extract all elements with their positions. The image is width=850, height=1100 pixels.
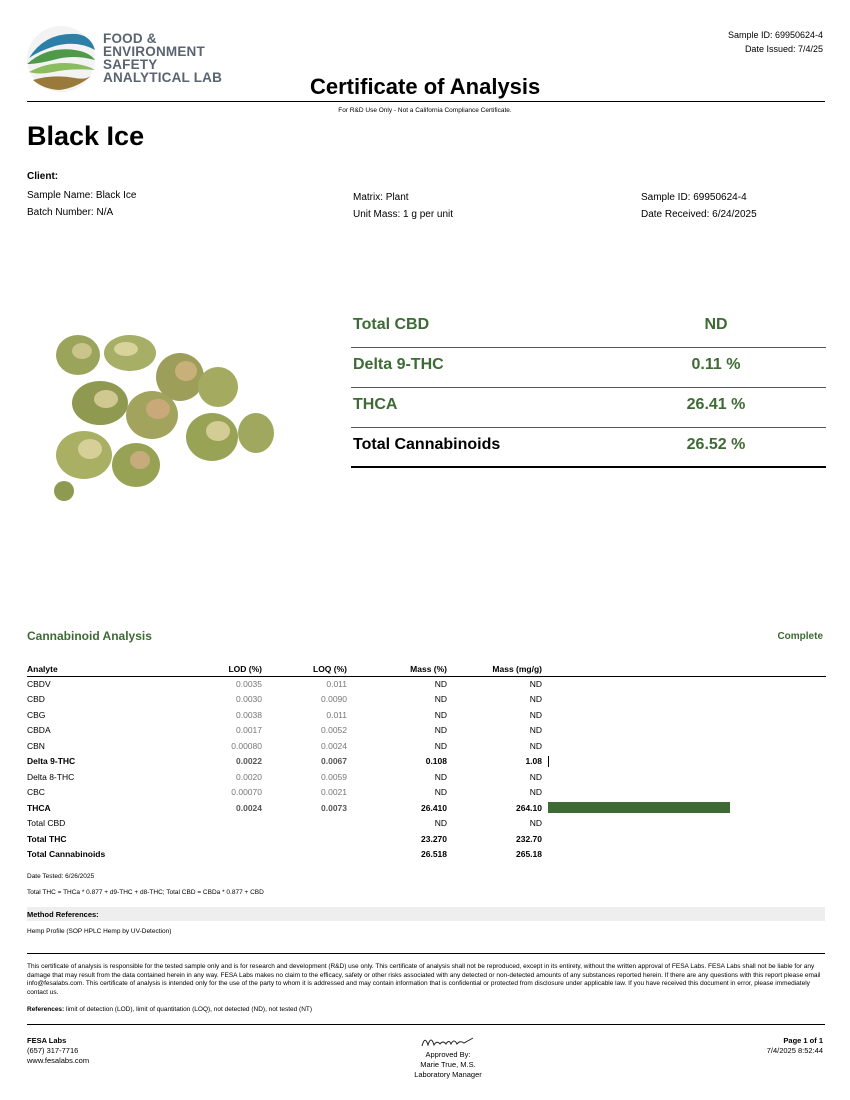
unit-mass: Unit Mass: 1 g per unit xyxy=(353,209,454,220)
analyte-cell: CBG xyxy=(27,709,46,720)
footer-lab-info xyxy=(27,1036,89,1066)
loq-cell: 0.0090 xyxy=(321,694,347,705)
approver-name: Marie True, M.S. xyxy=(420,1060,476,1069)
mass-pct-cell: 26.518 xyxy=(421,849,447,860)
title-divider xyxy=(27,101,825,102)
table-row xyxy=(27,800,826,816)
table-row xyxy=(27,723,826,739)
lod-cell: 0.0017 xyxy=(236,725,262,736)
lod-cell: 0.00080 xyxy=(231,740,262,751)
divider xyxy=(27,1024,825,1025)
analyte-cell: CBN xyxy=(27,740,45,751)
table-row xyxy=(27,847,826,863)
mass-mg-cell: ND xyxy=(529,694,542,705)
analyte-cell: Total Cannabinoids xyxy=(27,849,106,860)
footer-approval xyxy=(373,1050,523,1080)
mass-pct-cell: ND xyxy=(434,771,447,782)
matrix: Matrix: Plant xyxy=(353,192,409,203)
logo-wordmark: FOOD & ENVIRONMENT SAFETY ANALYTICAL LAB xyxy=(103,31,223,85)
table-row xyxy=(27,785,826,801)
mass-pct-cell: ND xyxy=(434,694,447,705)
analyte-cell: Delta 9-THC xyxy=(27,756,76,767)
loq-cell: 0.011 xyxy=(326,709,347,720)
lod-cell: 0.0038 xyxy=(236,709,262,720)
status-badge: Complete xyxy=(777,631,823,642)
analysis-title: Cannabinoid Analysis xyxy=(27,629,152,643)
loq-cell xyxy=(262,847,347,863)
mass-mg-cell: 264.10 xyxy=(516,802,542,813)
analyte-cell: CBC xyxy=(27,787,45,798)
loq-cell: 0.0021 xyxy=(321,787,347,798)
sample-header xyxy=(728,28,823,56)
potency-summary xyxy=(351,308,826,468)
approved-by: Approved By: xyxy=(425,1050,471,1059)
header-sample-id: Sample ID: 69950624-4 xyxy=(727,30,823,40)
company-name: FESA Labs xyxy=(27,1036,67,1045)
analyte-cell: Total THC xyxy=(27,833,67,844)
mass-mg-cell: ND xyxy=(529,679,542,689)
analyte-cell: Total CBD xyxy=(27,818,66,829)
table-row xyxy=(27,831,826,847)
approver-title: Laboratory Manager xyxy=(414,1070,482,1079)
product-name: Black Ice xyxy=(27,121,145,151)
loq-cell: 0.0052 xyxy=(321,725,347,736)
website: www.fesalabs.com xyxy=(27,1056,90,1065)
date-received: Date Received: 6/24/2025 xyxy=(641,209,757,220)
mass-bar xyxy=(548,756,549,767)
mass-mg-cell: 232.70 xyxy=(516,833,542,844)
loq-cell xyxy=(262,831,347,847)
mass-pct-cell: ND xyxy=(434,709,447,720)
loq-cell: 0.0073 xyxy=(321,802,347,813)
mass-pct-cell: ND xyxy=(434,787,447,798)
total-formula: Total THC = THCa * 0.877 + d9-THC + d8-THC; Total CBD = CBDa * 0.877 + CBD xyxy=(27,889,264,896)
table-row xyxy=(27,692,826,708)
mass-pct-cell: ND xyxy=(434,679,447,689)
lod-cell xyxy=(177,831,262,847)
sample-info-left xyxy=(27,187,137,221)
loq-cell: 0.0059 xyxy=(321,771,347,782)
client-label: Client: xyxy=(27,171,59,182)
phone: (657) 317-7716 xyxy=(27,1046,79,1055)
loq-cell: 0.0024 xyxy=(321,740,347,751)
loq-cell xyxy=(262,816,347,832)
date-tested: Date Tested: 6/26/2025 xyxy=(27,873,95,880)
mass-pct-cell: 0.108 xyxy=(425,756,447,767)
disclaimer: This certificate of analysis is responsible for the tested sample only and is for research and development (R&D) use only. This certificate of analysis shall not be reproduced, except in its entirety, without the written approval of FESA Labs. FESA Labs shall not be liable for any damage that may result from the data contained herein in any way. FESA Labs makes no claim to the efficacy, safety or other risks associated with any detected or non-detected amounts of any substances reported herein. If there are any questions with this report please email info@fesalabs.com. This certificate of analysis is intended only for the use of the party to whom it is addressed and may contain information that is confidential or protected from disclosure under applicable law. If you have received this document in error, please immediately contact us. xyxy=(27,963,821,996)
sample-name: Sample Name: Black Ice xyxy=(27,190,137,201)
lod-cell: 0.00070 xyxy=(231,787,262,798)
mass-pct-cell: ND xyxy=(434,818,447,829)
mass-pct-cell: ND xyxy=(434,740,447,751)
batch-number: Batch Number: N/A xyxy=(27,207,114,218)
table-row xyxy=(27,676,826,692)
lod-cell: 0.0022 xyxy=(236,756,262,767)
summary-row-total-cannabinoids: Total Cannabinoids 26.52 % xyxy=(351,428,826,468)
mass-mg-cell: ND xyxy=(529,771,542,782)
mass-mg-cell: ND xyxy=(529,725,542,736)
sample-id: Sample ID: 69950624-4 xyxy=(641,192,747,203)
mass-mg-cell: ND xyxy=(529,740,542,751)
sample-info-mid xyxy=(353,189,453,223)
analyte-cell: THCA xyxy=(27,802,51,813)
method-reference: Hemp Profile (SOP HPLC Hemp by UV-Detection) xyxy=(27,928,172,935)
rd-note: For R&D Use Only - Not a California Compliance Certificate. xyxy=(338,107,512,114)
mass-mg-cell: 265.18 xyxy=(516,849,542,860)
analyte-cell: CBD xyxy=(27,694,45,705)
product-photo xyxy=(40,315,285,510)
analyte-cell: Delta 8-THC xyxy=(27,771,75,782)
report-timestamp: 7/4/2025 8:52:44 xyxy=(766,1046,823,1055)
analyte-cell: CBDV xyxy=(27,679,51,689)
mass-bar xyxy=(548,802,730,813)
summary-row-thca: THCA 26.41 % xyxy=(351,388,826,428)
footer-page-info xyxy=(767,1036,823,1056)
mass-mg-cell: ND xyxy=(529,818,542,829)
mass-mg-cell: ND xyxy=(529,787,542,798)
lod-cell: 0.0020 xyxy=(236,771,262,782)
header-date-issued: Date Issued: 7/4/25 xyxy=(744,44,823,54)
method-references-label: Method References: xyxy=(27,907,825,921)
summary-row-delta9-thc: Delta 9-THC 0.11 % xyxy=(351,348,826,388)
analyte-cell: CBDA xyxy=(27,725,51,736)
table-header: Analyte LOD (%) LOQ (%) Mass (%) Mass (mg/g) xyxy=(27,663,826,676)
lod-cell: 0.0024 xyxy=(236,802,262,813)
references: References: limit of detection (LOD), limit of quantitation (LOQ), not detected (ND), not tested (NT) xyxy=(27,1006,313,1013)
cannabinoid-table xyxy=(27,663,826,862)
lod-cell xyxy=(177,816,262,832)
table-row xyxy=(27,769,826,785)
loq-cell: 0.0067 xyxy=(321,756,347,767)
mass-pct-cell: 23.270 xyxy=(421,833,447,844)
lod-cell: 0.0030 xyxy=(236,694,262,705)
lod-cell xyxy=(177,847,262,863)
page-number: Page 1 of 1 xyxy=(783,1036,823,1045)
loq-cell: 0.011 xyxy=(326,679,347,689)
mass-mg-cell: 1.08 xyxy=(525,756,542,767)
table-row xyxy=(27,754,826,770)
document-title: Certificate of Analysis xyxy=(310,74,541,99)
divider xyxy=(27,953,825,954)
sample-info-right xyxy=(641,189,757,223)
lod-cell: 0.0035 xyxy=(236,679,262,689)
summary-row-total-cbd: Total CBD ND xyxy=(351,308,826,348)
table-row xyxy=(27,816,826,832)
mass-pct-cell: 26.410 xyxy=(421,802,447,813)
mass-mg-cell: ND xyxy=(529,709,542,720)
table-row xyxy=(27,707,826,723)
signature xyxy=(420,1032,475,1050)
table-row xyxy=(27,738,826,754)
mass-pct-cell: ND xyxy=(434,725,447,736)
